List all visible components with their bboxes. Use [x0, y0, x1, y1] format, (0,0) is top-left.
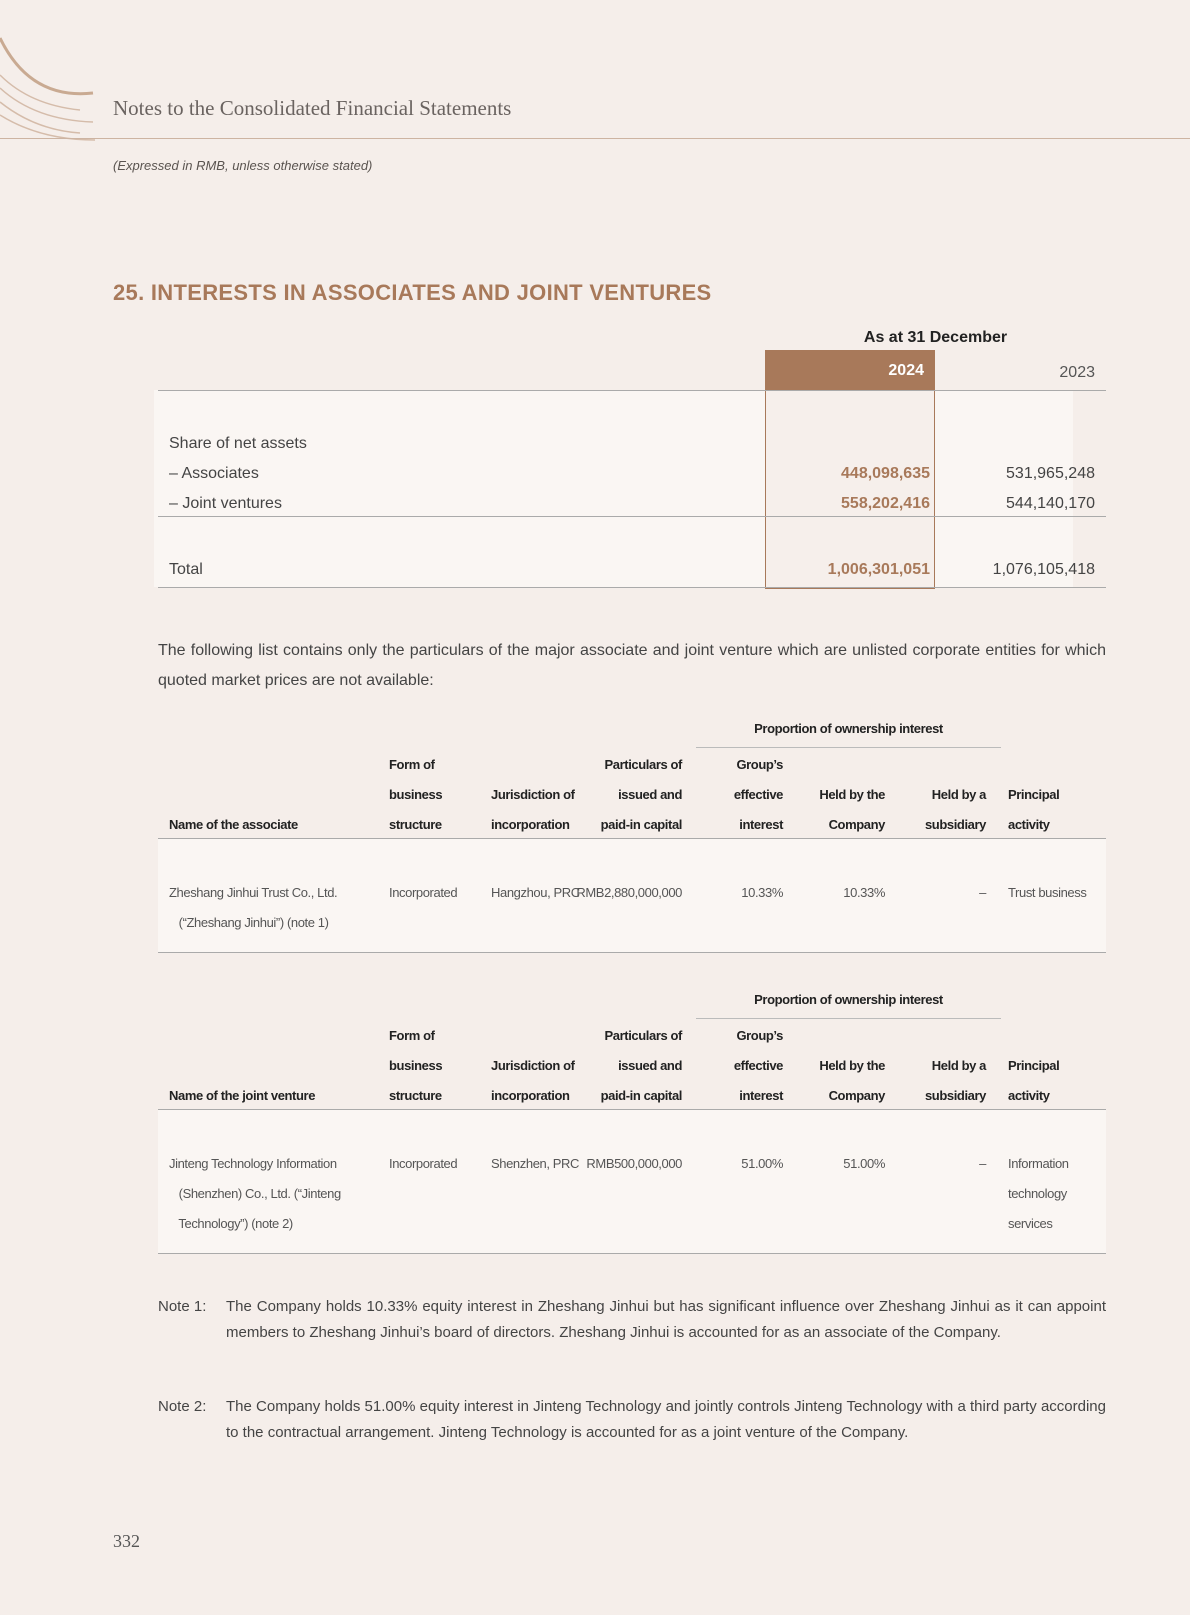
column-header: Group’s effective interest — [733, 757, 783, 832]
associate-table — [158, 721, 1106, 956]
note-label: Note 2: — [158, 1398, 207, 1415]
value-2023: 1,076,105,418 — [992, 561, 1095, 578]
section-title: 25. INTERESTS IN ASSOCIATES AND JOINT VENTURES — [113, 280, 712, 305]
column-header-2024: 2024 — [765, 350, 935, 391]
divider — [158, 587, 1106, 588]
column-header: Group’s effective interest — [733, 1028, 783, 1103]
table-cell: Incorporated — [389, 885, 458, 900]
divider — [696, 1018, 1001, 1019]
divider — [158, 952, 1106, 953]
column-header: Form of business structure — [389, 1028, 443, 1103]
value-2024: 448,098,635 — [841, 465, 930, 482]
proportion-header: Proportion of ownership interest — [754, 992, 943, 1007]
value-2024: 1,006,301,051 — [827, 561, 930, 578]
table-cell: 51.00% — [843, 1156, 885, 1171]
table-cell: Hangzhou, PRC — [491, 885, 580, 900]
column-header-2023: 2023 — [1059, 364, 1095, 381]
column-header: Principal activity — [1008, 1058, 1060, 1103]
table-cell: 10.33% — [741, 885, 783, 900]
column-header: Principal activity — [1008, 787, 1060, 832]
divider — [158, 516, 1106, 517]
value-2024: 558,202,416 — [841, 495, 930, 512]
column-header: Particulars of issued and paid-in capital — [600, 1028, 682, 1103]
column-header: Held by the Company — [819, 787, 885, 832]
column-header: Held by the Company — [819, 1058, 885, 1103]
note-text: The Company holds 51.00% equity interest in Jinteng Technology and jointly controls Jinteng Technology with a third party according to the contractual arrangement. Jinteng Technology is accounted for as a joint venture of the Company. — [226, 1398, 1106, 1441]
intro-paragraph: The following list contains only the particulars of the major associate and joint venture which are unlisted corporate entities for which quoted market prices are not available: — [158, 642, 1106, 689]
divider — [158, 1253, 1106, 1254]
table-cell: Shenzhen, PRC — [491, 1156, 580, 1171]
table-cell: Information technology services — [1008, 1156, 1069, 1231]
summary-table-body — [154, 390, 1073, 587]
running-header: Notes to the Consolidated Financial Statements — [113, 96, 512, 120]
joint-venture-table — [158, 992, 1106, 1257]
table-cell: 10.33% — [843, 885, 885, 900]
column-header: Form of business structure — [389, 757, 443, 832]
column-header: Jurisdiction of incorporation — [491, 1058, 575, 1103]
divider — [158, 390, 1106, 391]
table-cell: Trust business — [1008, 885, 1087, 900]
table-cell: RMB500,000,000 — [586, 1156, 682, 1171]
table-cell: – — [979, 885, 986, 900]
table-cell: Zheshang Jinhui Trust Co., Ltd. (“Zheshang Jinhui”) (note 1) — [169, 885, 338, 930]
header-divider — [0, 138, 1190, 139]
table-cell: 51.00% — [741, 1156, 783, 1171]
row-label: – Joint ventures — [169, 495, 282, 512]
table-cell: Jinteng Technology Information (Shenzhen) Co., Ltd. (“Jinteng Technology”) (note 2) — [169, 1156, 341, 1231]
currency-note: (Expressed in RMB, unless otherwise stated) — [113, 158, 373, 173]
page-number: 332 — [113, 1531, 140, 1551]
proportion-header: Proportion of ownership interest — [754, 721, 943, 736]
value-2023: 531,965,248 — [1006, 465, 1095, 482]
row-label: Share of net assets — [169, 435, 307, 452]
value-2023: 544,140,170 — [1006, 495, 1095, 512]
table-cell: Incorporated — [389, 1156, 458, 1171]
divider — [696, 747, 1001, 748]
column-header: Held by a subsidiary — [924, 787, 986, 832]
note-label: Note 1: — [158, 1298, 207, 1315]
row-label: – Associates — [169, 465, 259, 482]
note-text: The Company holds 10.33% equity interest in Zheshang Jinhui but has significant influence over Zheshang Jinhui as it can appoint members to Zheshang Jinhui’s board of directors. Zheshang Jinhui is accounted for as an associate of the Company. — [226, 1298, 1106, 1341]
table-cell: RMB2,880,000,000 — [576, 885, 682, 900]
table-cell: – — [979, 1156, 986, 1171]
column-header: Held by a subsidiary — [924, 1058, 986, 1103]
column-header: Jurisdiction of incorporation — [491, 787, 575, 832]
column-header: Name of the associate — [169, 817, 298, 832]
row-label: Total — [169, 561, 203, 578]
note-2 — [158, 1394, 1106, 1446]
as-at-header: As at 31 December — [863, 329, 1008, 346]
note-1 — [158, 1294, 1106, 1346]
column-header: Particulars of issued and paid-in capital — [600, 757, 682, 832]
column-header: Name of the joint venture — [169, 1088, 316, 1103]
decorative-arcs-icon — [0, 30, 115, 150]
